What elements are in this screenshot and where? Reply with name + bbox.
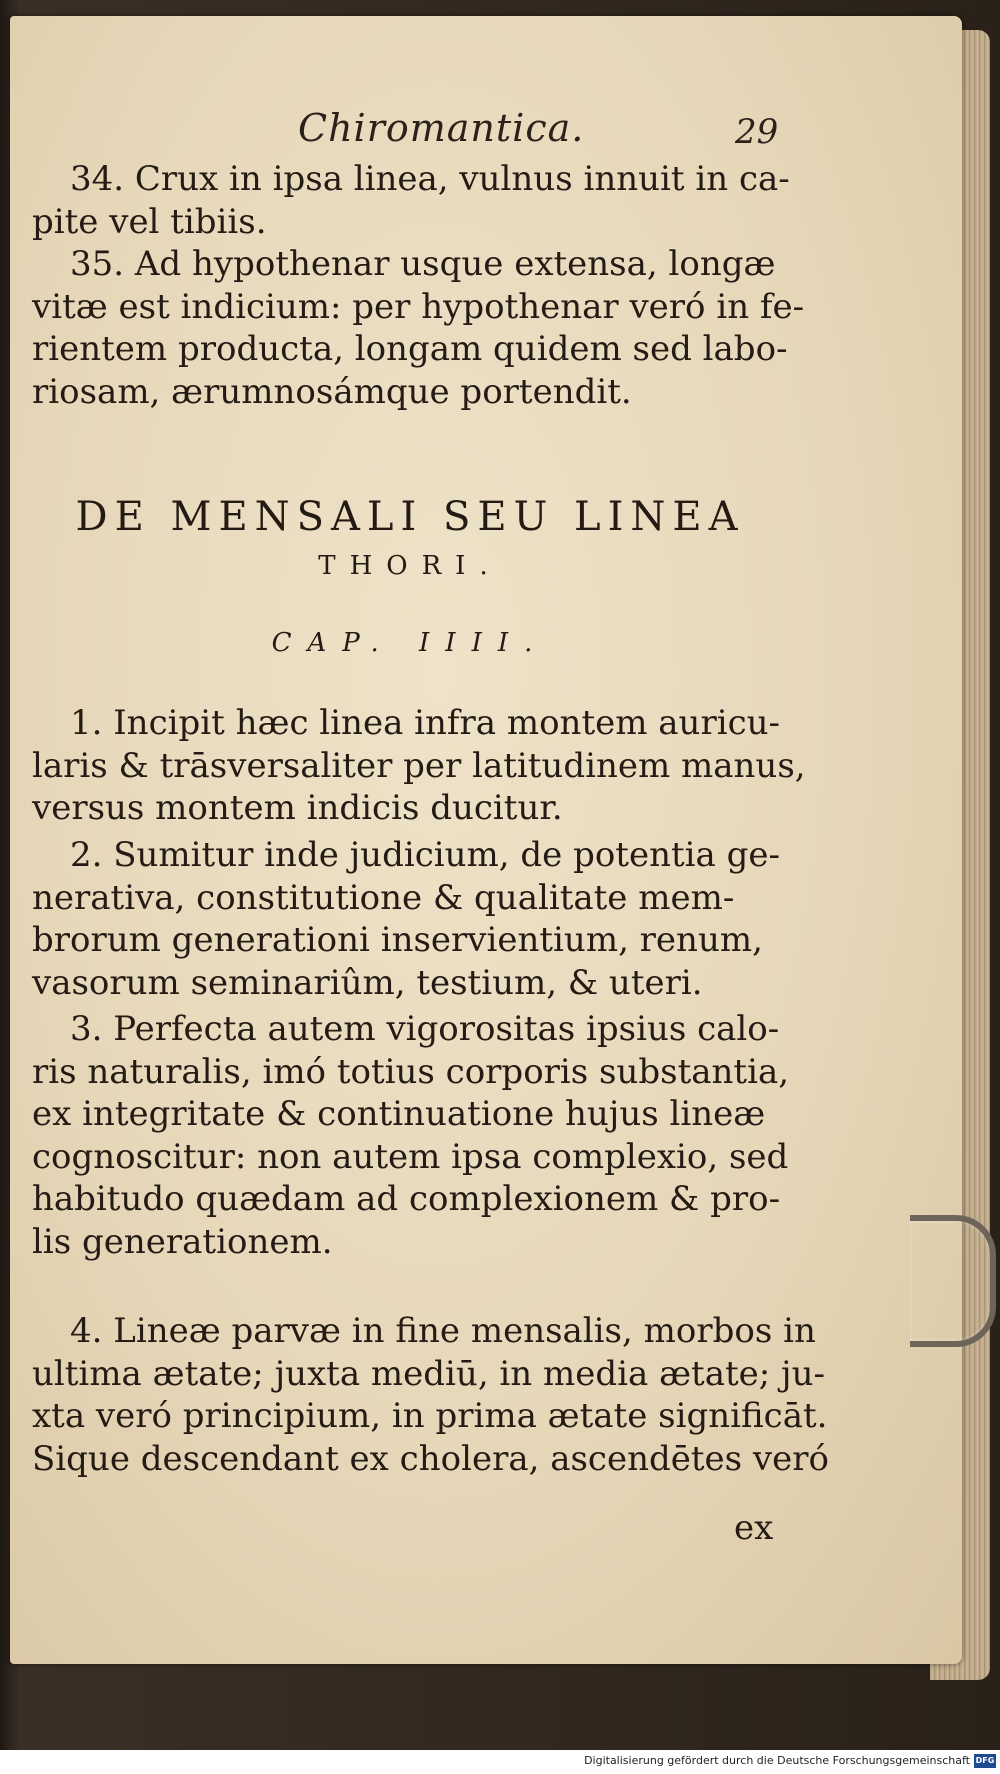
paragraph-3 [32,1008,790,1263]
text-line: ris naturalis, imó totius corporis substantia, [32,1051,790,1092]
text-line: 34. Crux in ipsa linea, vulnus innuit in ca- [70,159,790,199]
page-number: 29 [735,112,779,152]
dfg-logo-icon: DFG [974,1754,996,1768]
text-line: nerativa, constitutione & qualitate mem- [32,877,735,918]
catchword: ex [734,1508,774,1548]
chapter-number: CAP. IIII. [271,628,549,658]
paragraph-2 [32,834,780,1004]
text-line: brorum generationi inservientium, renum, [32,920,763,960]
text-line: 35. Ad hypothenar usque extensa, longæ [70,244,776,284]
text-line: 4. Lineæ parvæ in fine mensalis, morbos in [70,1311,816,1351]
text-line: vitæ est indicium: per hypothenar veró in fe- [32,286,805,327]
text-line: Sique descendant ex cholera, ascendētes veró [32,1438,829,1479]
text-line: riosam, ærumnosámque portendit. [32,371,632,412]
text-line: ultima ætate; juxta mediū, in media ætate; ju- [32,1353,825,1394]
chapter-title: DE MENSALI SEU LINEA [75,494,745,540]
paragraph-4 [32,1310,829,1480]
text-line: 3. Perfecta autem vigorositas ipsius calo- [70,1009,780,1049]
running-head: Chiromantica. [298,106,585,150]
page-header [40,106,800,166]
footer-credit: Digitalisierung gefördert durch die Deutsche Forschungsgemeinschaft [584,1754,970,1767]
footer-bar [0,1750,1000,1774]
page-clip [910,1215,996,1347]
text-line: rientem producta, longam quidem sed labo- [32,329,788,369]
text-line: ex integritate & continuatione hujus lineæ [32,1094,766,1134]
text-line: xta veró principium, in prima ætate significāt. [32,1396,828,1436]
chapter-subtitle: THORI. [318,551,502,581]
text-line: lis generationem. [32,1221,333,1262]
text-line: versus montem indicis ducitur. [32,788,563,828]
text-line: 2. Sumitur inde judicium, de potentia ge- [70,835,780,875]
text-line: laris & trāsversaliter per latitudinem manus, [32,745,806,786]
text-line: 1. Incipit hæc linea infra montem auricu- [70,703,780,743]
paragraph-34-35 [32,158,805,413]
text-line: cognoscitur: non autem ipsa complexio, sed [32,1136,789,1177]
book-page [10,16,962,1664]
text-line: pite vel tibiis. [32,201,267,242]
paragraph-1 [32,702,806,830]
text-line: habitudo quædam ad complexionem & pro- [32,1179,781,1219]
text-line: vasorum seminariûm, testium, & uteri. [32,962,703,1003]
